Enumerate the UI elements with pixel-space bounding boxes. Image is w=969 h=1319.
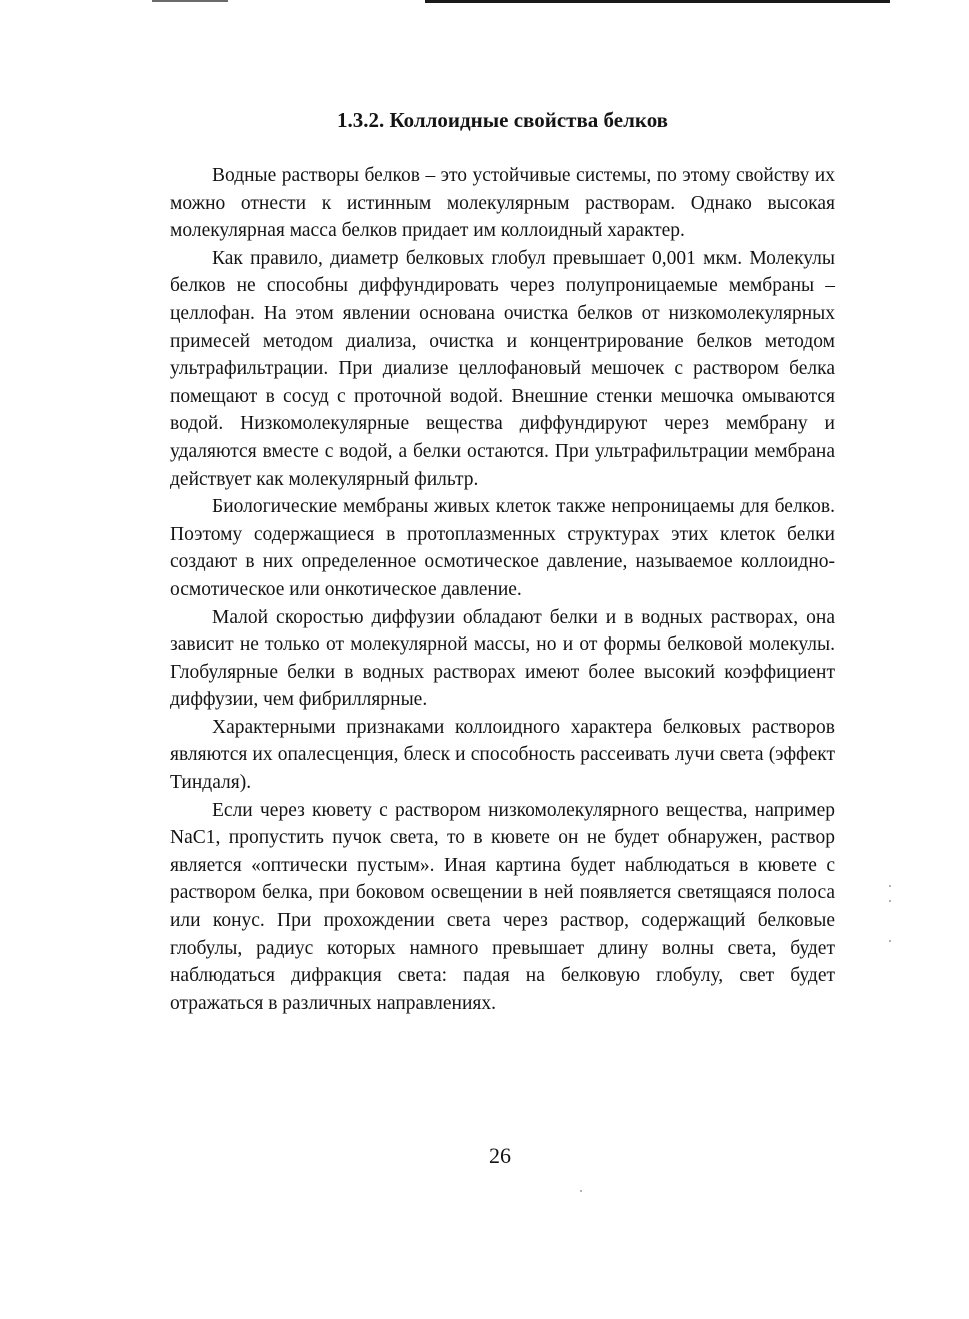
page-number: 26 xyxy=(489,1143,511,1168)
paragraph: Биологические мембраны живых клеток также непроницаемы для белков. Поэтому содержащиеся в протоплазменных структурах этих клеток белки создают в них определенное осмотическое давление, называемое коллоидно-осмотическое или онкотическое давление. xyxy=(170,496,835,600)
section-heading: 1.3.2. Коллоидные свойства белков xyxy=(336,108,669,132)
paragraph: Водные растворы белков – это устойчивые системы, по этому свойству их можно отнести к истинным молекулярным растворам. Однако высокая молекулярная масса белков придает им коллоидный характер. xyxy=(170,165,835,242)
paragraph: Малой скоростью диффузии обладают белки и в водных растворах, она зависит не только от молекулярной массы, но и от формы белковой молекулы. Глобулярные белки в водных растворах имеют более высокий коэффициент диффузии, чем фибриллярные. xyxy=(170,606,835,711)
scan-speck xyxy=(889,885,891,887)
top-rule-right xyxy=(425,0,890,3)
scan-speck xyxy=(889,940,891,942)
scan-speck xyxy=(580,1190,582,1192)
paragraph: Как правило, диаметр белковых глобул превышает 0,001 мкм. Молекулы белков не способны диффундировать через полупроницаемые мембраны – целлофан. На этом явлении основана очистка белков от низкомолекулярных примесей методом диализа, очистка и концентрирование белков методом ультрафильтрации. При диализе целлофановый мешочек с раствором белка помещают в сосуд с проточной водой. Внешние стенки мешочка омываются водой. Низкомолекулярные вещества диффундируют через мембрану и удаляются вместе с водой, а белки остаются. При ультрафильтрации мембрана действует как молекулярный фильтр. xyxy=(170,247,835,490)
top-rule-left xyxy=(152,0,228,2)
scan-speck xyxy=(889,900,891,902)
body-text xyxy=(170,162,835,1017)
paragraph: Если через кювету с раствором низкомолекулярного вещества, например NaC1, пропустить пучок света, то в кювете он не будет обнаружен, раствор является «оптически пустым». Иная картина будет наблюдаться в кювете с раствором белка, при боковом освещении в ней появляется светящаяся полоса или конус. При прохождении света через раствор, содержащий белковые глобулы, радиус которых намного превышает длину волны света, будет наблюдаться дифракция света: падая на белковую глобулу, свет будет отражаться в различных направлениях. xyxy=(170,799,835,1014)
paragraph: Характерными признаками коллоидного характера белковых растворов являются их опалесценция, блеск и способность рассеивать лучи света (эффект Тиндаля). xyxy=(170,716,835,794)
